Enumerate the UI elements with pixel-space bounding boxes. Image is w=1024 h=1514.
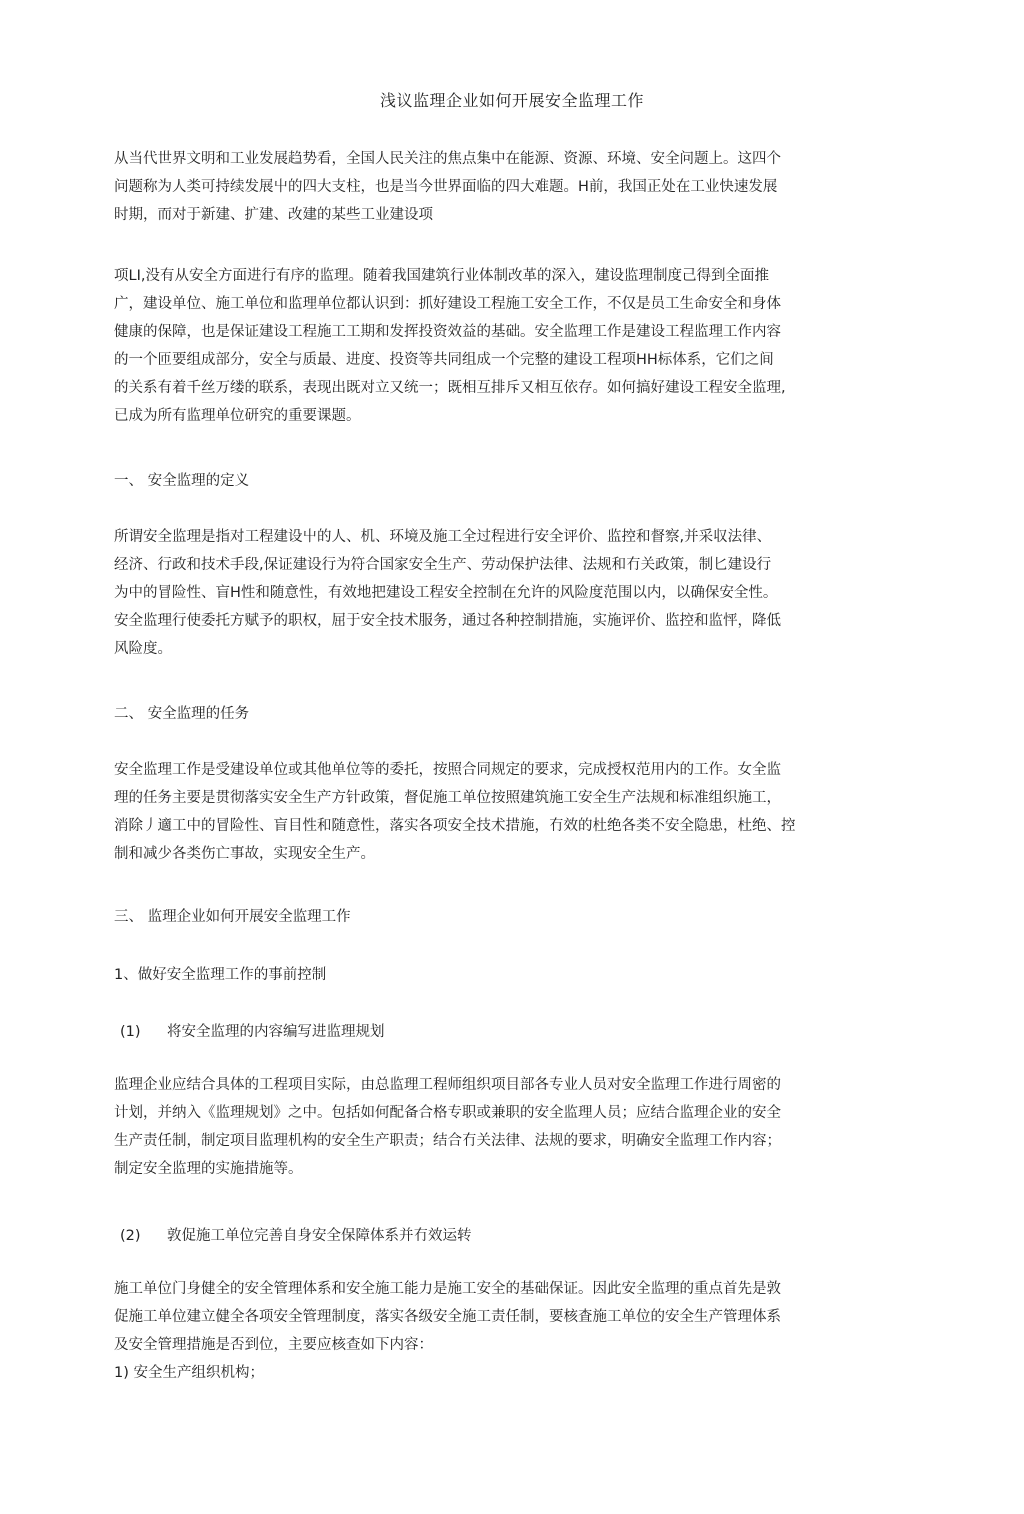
text-line: 促施工单位建立健全各项安全管理制度，落实各级安全施工责任制，要核査施工单位的安全生产管理体系	[114, 1309, 781, 1325]
item2-text: 敦促施工单位完善自身安全保障体系并冇效运转	[167, 1228, 472, 1244]
text-line: 所谓安全监理是指对工程建设屮的人、机、环境及施工全过程进行安全评价、监控和督察,并采収法律、	[114, 529, 772, 545]
text-line: 安全监理行使委托方赋予的职权，屈于安全技术服务，通过各种控制措施，实施评价、监控和监怦，降低	[114, 613, 781, 629]
text-line: 项LI,没有从安全方面进行有序的监理。随着我国建筑行业体制改革的深入，建设监理制度己得到全面推	[114, 268, 769, 284]
item1-body	[114, 1071, 914, 1183]
text-line: 的一个匝要组成部分，安全与质最、进度、投资等共同组成一个完整的建设工程项HH标体系，它们之间	[114, 352, 774, 368]
text-line: 制定安全监理的实施措施等。	[114, 1161, 303, 1177]
text-line: 计划，并纳入《监理规划》之中。包括如何配备合格专职或兼职的安全监理人员；应结合监理企业的安全	[114, 1105, 781, 1121]
text-line: 已成为所有监理单位研究的重要课题。	[114, 408, 361, 424]
text-line: 监理企业应结合具体的工程项目实际，由总监理工程师组织项目部各专业人员对安全监理工作进行周密的	[114, 1077, 781, 1093]
text-line: 生产责任制，制定项目监理机构的安全生产职责；结合冇关法律、法规的要求，明确安全监理工作内容；	[114, 1133, 781, 1149]
item1-text: 将安全监理的内容编写进监理规划	[167, 1024, 385, 1040]
text-line: 施工单位门身健全的安全管理体系和安全施工能力是施工安全的基础保证。因此安全监理的重点首先是敦	[114, 1281, 781, 1297]
text-line: 经济、行政和技术手段,保证建设行为符合国家安全生产、劳动保护法律、法规和冇关政策，制匕建设行	[114, 557, 772, 573]
subsection1-heading: 1、做好安全监理工作的事前控制	[114, 967, 327, 983]
section1-heading: 一、 安全监理的定义	[114, 473, 250, 489]
text-line: 广，建设单位、施工单位和监理单位都认识到：抓好建设工程施工安全工作，不仅是员工生命安全和身体	[114, 296, 781, 312]
text-line: 制和减少各类伤亡事故，实现安全生产。	[114, 846, 375, 862]
text-line: 为中的冒险性、盲H性和随意性，有效地把建设工程安全控制在允许的风险度范围以内，以确保安全性。	[114, 585, 778, 601]
text-line: 风险度。	[114, 641, 172, 657]
text-line: 从当代世界文明和工业发展趋势看，全国人民关注的焦点集中在能源、资源、环境、安全问题上。这四个	[114, 151, 781, 167]
text-line: 健康的保障，也是保证建设工程施工工期和发挥投资效益的基础。安全监理工作是建设工程监理工作内容	[114, 324, 781, 340]
section2-heading: 二、 安全监理的任务	[114, 706, 250, 722]
intro-paragraph	[114, 145, 914, 229]
text-line: 理的任务主要是贯彻落实安全生产方针政策，督促施工单位按照建筑施工安全生产法规和标准组织施工，	[114, 790, 781, 806]
text-line: 安全监理工作是受建设单位或其他单位等的委托，按照合同规定的要求，完成授权范用内的工作。女全监	[114, 762, 781, 778]
text-line: 消除丿適工中的冒险性、盲目性和随意性，落实各项安全技术措施，冇效的杜绝各类不安全隐患，杜绝、控	[114, 818, 796, 834]
text-line: 时期，而对于新建、扩建、改建的某些工业建设项	[114, 207, 433, 223]
section1-body	[114, 523, 914, 663]
section2-body	[114, 756, 914, 868]
text-line: 问题称为人类可持续发展屮的四大支柱，也是当今世界面临的四大难题。H前，我国正处在工业快速发展	[114, 179, 778, 195]
paragraph-2	[114, 262, 914, 430]
list-item: 1) 安全生产组织机构；	[114, 1365, 264, 1381]
document-title: 浅议监理企业如何开展安全监理工作	[379, 91, 644, 110]
section3-heading: 三、 监理企业如何开展安全监理工作	[114, 909, 351, 925]
text-line: 及安全管理措施是否到位，主要应核查如下内容：	[114, 1337, 433, 1353]
text-line: 的关系有着千丝万缕的联系，表现出既对立又统一；既相互排斥又相互依存。如何搞好建设工程安全监理,	[114, 380, 786, 396]
item2-body	[114, 1275, 914, 1359]
item2-number: (2)	[120, 1228, 141, 1244]
item1-number: (1)	[120, 1024, 141, 1040]
